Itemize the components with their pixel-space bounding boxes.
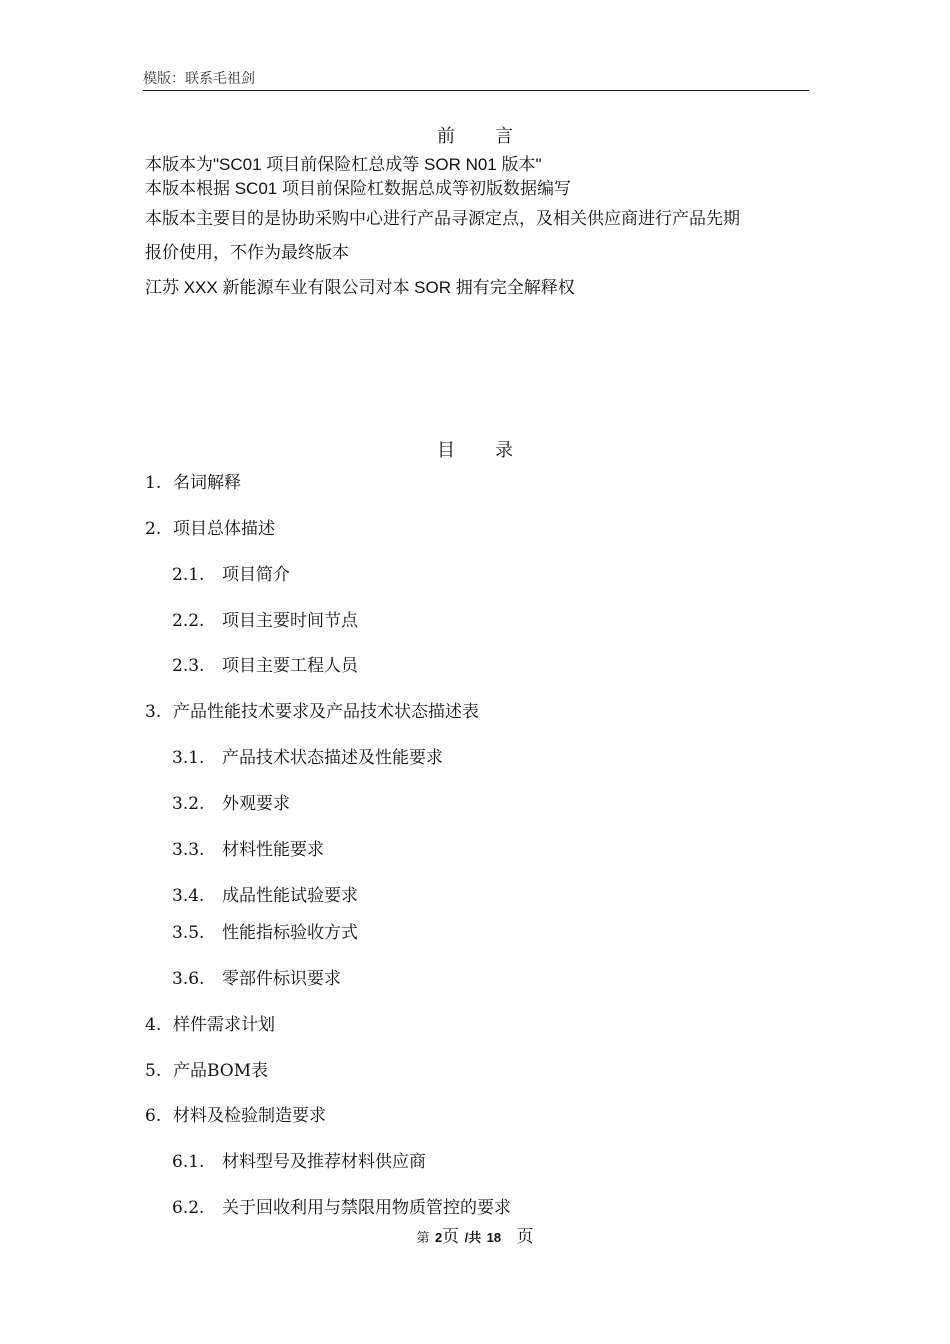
toc-item-number: 2.1.: [172, 565, 205, 585]
toc-item-number: 3.3.: [172, 840, 205, 860]
toc-item-label: 成品性能试验要求: [222, 886, 358, 906]
footer-suffix: 页: [516, 1227, 534, 1247]
toc-item-number: 6.: [145, 1106, 162, 1126]
preface-line-2: 本版本根据 SC01 项目前保险杠数据总成等初版数据编写: [145, 179, 571, 198]
toc-item-number: 4.: [145, 1015, 162, 1035]
toc-item-label: 产品BOM表: [173, 1061, 269, 1081]
toc-item[interactable]: [172, 1147, 426, 1172]
toc-item-number: 2.2.: [172, 611, 205, 631]
toc-item-label: 外观要求: [222, 794, 290, 814]
toc-item-number: 3.1.: [172, 748, 205, 768]
toc-item[interactable]: [172, 881, 358, 906]
toc-item-number: 3.5.: [172, 923, 205, 943]
footer-total-pages: 18: [486, 1230, 502, 1245]
toc-item-label: 项目简介: [222, 565, 290, 585]
toc-item[interactable]: [145, 697, 479, 722]
toc-item[interactable]: [172, 606, 358, 631]
toc-item[interactable]: [172, 964, 341, 989]
toc-item[interactable]: [172, 918, 358, 943]
toc-item[interactable]: [172, 789, 290, 814]
toc-item[interactable]: [145, 1056, 268, 1081]
toc-item[interactable]: [145, 468, 241, 493]
toc-item-number: 6.2.: [172, 1198, 205, 1218]
toc-item-number: 3.4.: [172, 886, 205, 906]
toc-item-number: 2.: [145, 519, 162, 539]
toc-item[interactable]: [145, 1010, 275, 1035]
preface-line-3: 本版本主要目的是协助采购中心进行产品寻源定点，及相关供应商进行产品先期: [145, 209, 740, 228]
toc-item-number: 3.2.: [172, 794, 205, 814]
toc-item[interactable]: [172, 651, 358, 676]
preface-line-1: 本版本为"SC01 项目前保险杠总成等 SOR N01 版本": [145, 155, 542, 174]
toc-item-label: 名词解释: [173, 473, 241, 493]
page-footer: [0, 1222, 950, 1247]
toc-item-number: 5.: [145, 1061, 162, 1081]
toc-item[interactable]: [172, 743, 443, 768]
footer-middle: 页: [442, 1227, 460, 1247]
toc-item-label: 关于回收利用与禁限用物质管控的要求: [222, 1198, 511, 1218]
preface-line-5: 江苏 XXX 新能源车业有限公司对本 SOR 拥有完全解释权: [145, 278, 575, 297]
toc-item-label: 项目主要工程人员: [222, 656, 358, 676]
toc-item[interactable]: [172, 835, 324, 860]
toc-item-number: 6.1.: [172, 1152, 205, 1172]
preface-line-4: 报价使用，不作为最终版本: [145, 243, 349, 262]
toc-item-label: 项目总体描述: [173, 519, 275, 539]
toc-item-number: 2.3.: [172, 656, 205, 676]
toc-item-number: 3.: [145, 702, 162, 722]
toc-item[interactable]: [145, 514, 275, 539]
toc-item-label: 材料及检验制造要求: [173, 1106, 326, 1126]
preface-title: 前言: [437, 126, 553, 147]
header-text: 模版：联系毛祖剑: [143, 71, 255, 87]
footer-page-number: 2: [434, 1230, 443, 1245]
toc-item-label: 项目主要时间节点: [222, 611, 358, 631]
page-header: [143, 68, 809, 91]
footer-prefix: 第: [416, 1231, 430, 1246]
toc-item-label: 产品性能技术要求及产品技术状态描述表: [173, 702, 479, 722]
toc-item-label: 零部件标识要求: [222, 969, 341, 989]
toc-title: 目录: [437, 440, 553, 461]
toc-item-label: 产品技术状态描述及性能要求: [222, 748, 443, 768]
toc-item[interactable]: [145, 1101, 326, 1126]
toc-item[interactable]: [172, 560, 290, 585]
footer-separator: /共: [464, 1230, 482, 1245]
toc-item-label: 样件需求计划: [173, 1015, 275, 1035]
toc-item[interactable]: [172, 1193, 511, 1218]
toc-item-label: 材料型号及推荐材料供应商: [222, 1152, 426, 1172]
toc-item-label: 性能指标验收方式: [222, 923, 358, 943]
toc-item-number: 3.6.: [172, 969, 205, 989]
toc-item-number: 1.: [145, 473, 162, 493]
toc-item-label: 材料性能要求: [222, 840, 324, 860]
